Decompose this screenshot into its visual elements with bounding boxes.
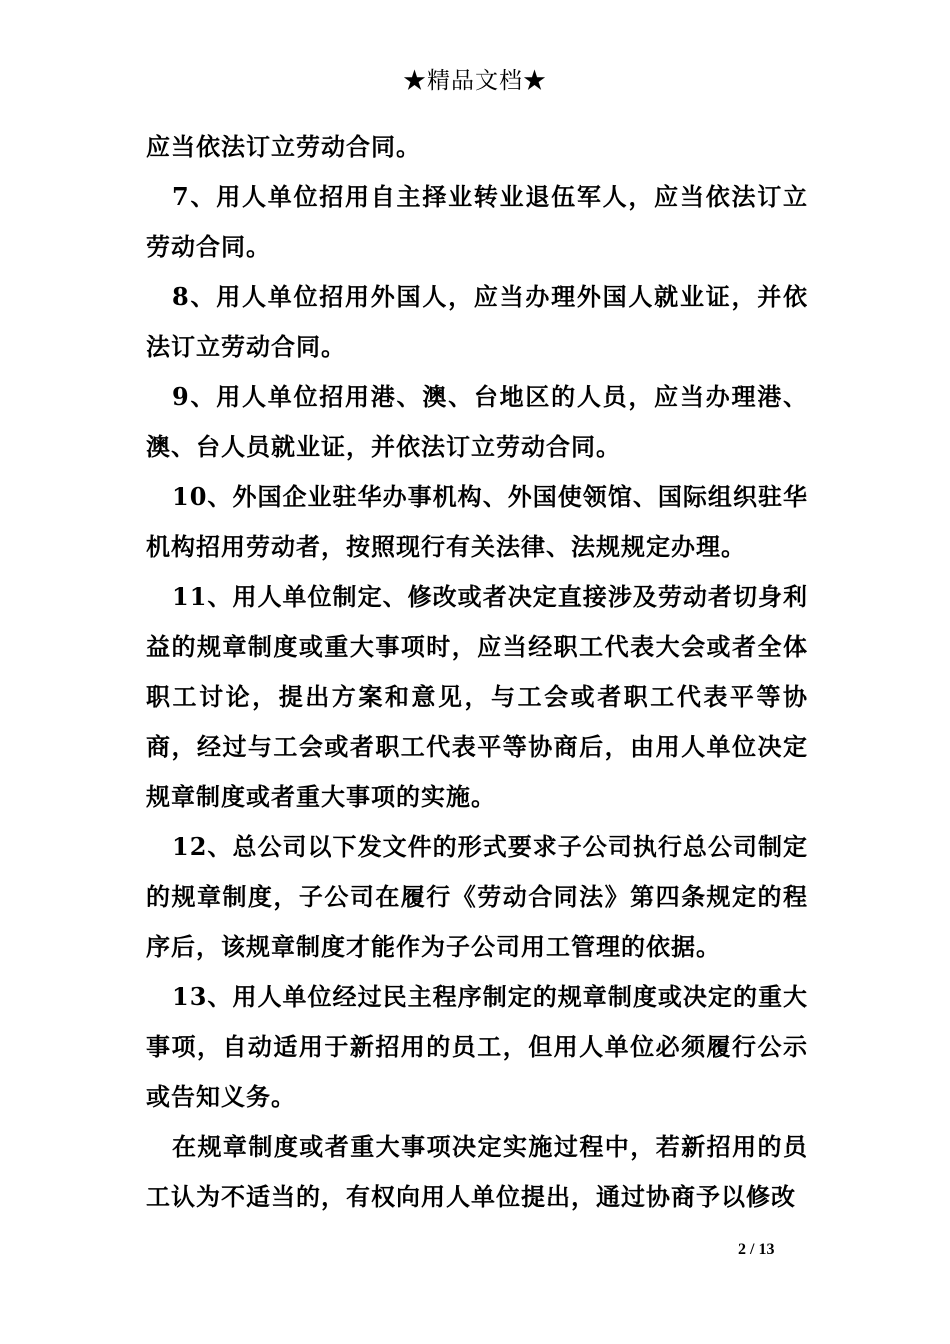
document-body xyxy=(146,122,808,1222)
paragraph-item-11: 11、用人单位制定、修改或者决定直接涉及劳动者切身利益的规章制度或重大事项时，应当经职工代表大会或者全体职工讨论，提出方案和意见，与工会或者职工代表平等协商，经过与工会或者职工代表平等协商后，由用人单位决定规章制度或者重大事项的实施。 xyxy=(146,582,808,811)
paragraph-item-13: 13、用人单位经过民主程序制定的规章制度或决定的重大事项，自动适用于新招用的员工，但用人单位必须履行公示或告知义务。 xyxy=(146,982,808,1111)
paragraph-item-10: 10、外国企业驻华办事机构、外国使领馆、国际组织驻华机构招用劳动者，按照现行有关法律、法规规定办理。 xyxy=(146,482,808,561)
paragraph-item-9: 9、用人单位招用港、澳、台地区的人员，应当办理港、澳、台人员就业证，并依法订立劳动合同。 xyxy=(146,382,808,461)
paragraph-item-8: 8、用人单位招用外国人，应当办理外国人就业证，并依法订立劳动合同。 xyxy=(146,282,808,361)
page-header-title: ★精品文档★ xyxy=(403,68,547,94)
paragraph-item-12: 12、总公司以下发文件的形式要求子公司执行总公司制定的规章制度，子公司在履行《劳动合同法》第四条规定的程序后，该规章制度才能作为子公司用工管理的依据。 xyxy=(146,832,808,961)
paragraph-note: 在规章制度或者重大事项决定实施过程中，若新招用的员工认为不适当的，有权向用人单位提出，通过协商予以修改 xyxy=(146,1132,808,1211)
paragraph-continuation: 应当依法订立劳动合同。 xyxy=(146,132,421,161)
page-number: 2 / 13 xyxy=(738,1241,775,1258)
paragraph-item-7: 7、用人单位招用自主择业转业退伍军人，应当依法订立劳动合同。 xyxy=(146,182,808,261)
